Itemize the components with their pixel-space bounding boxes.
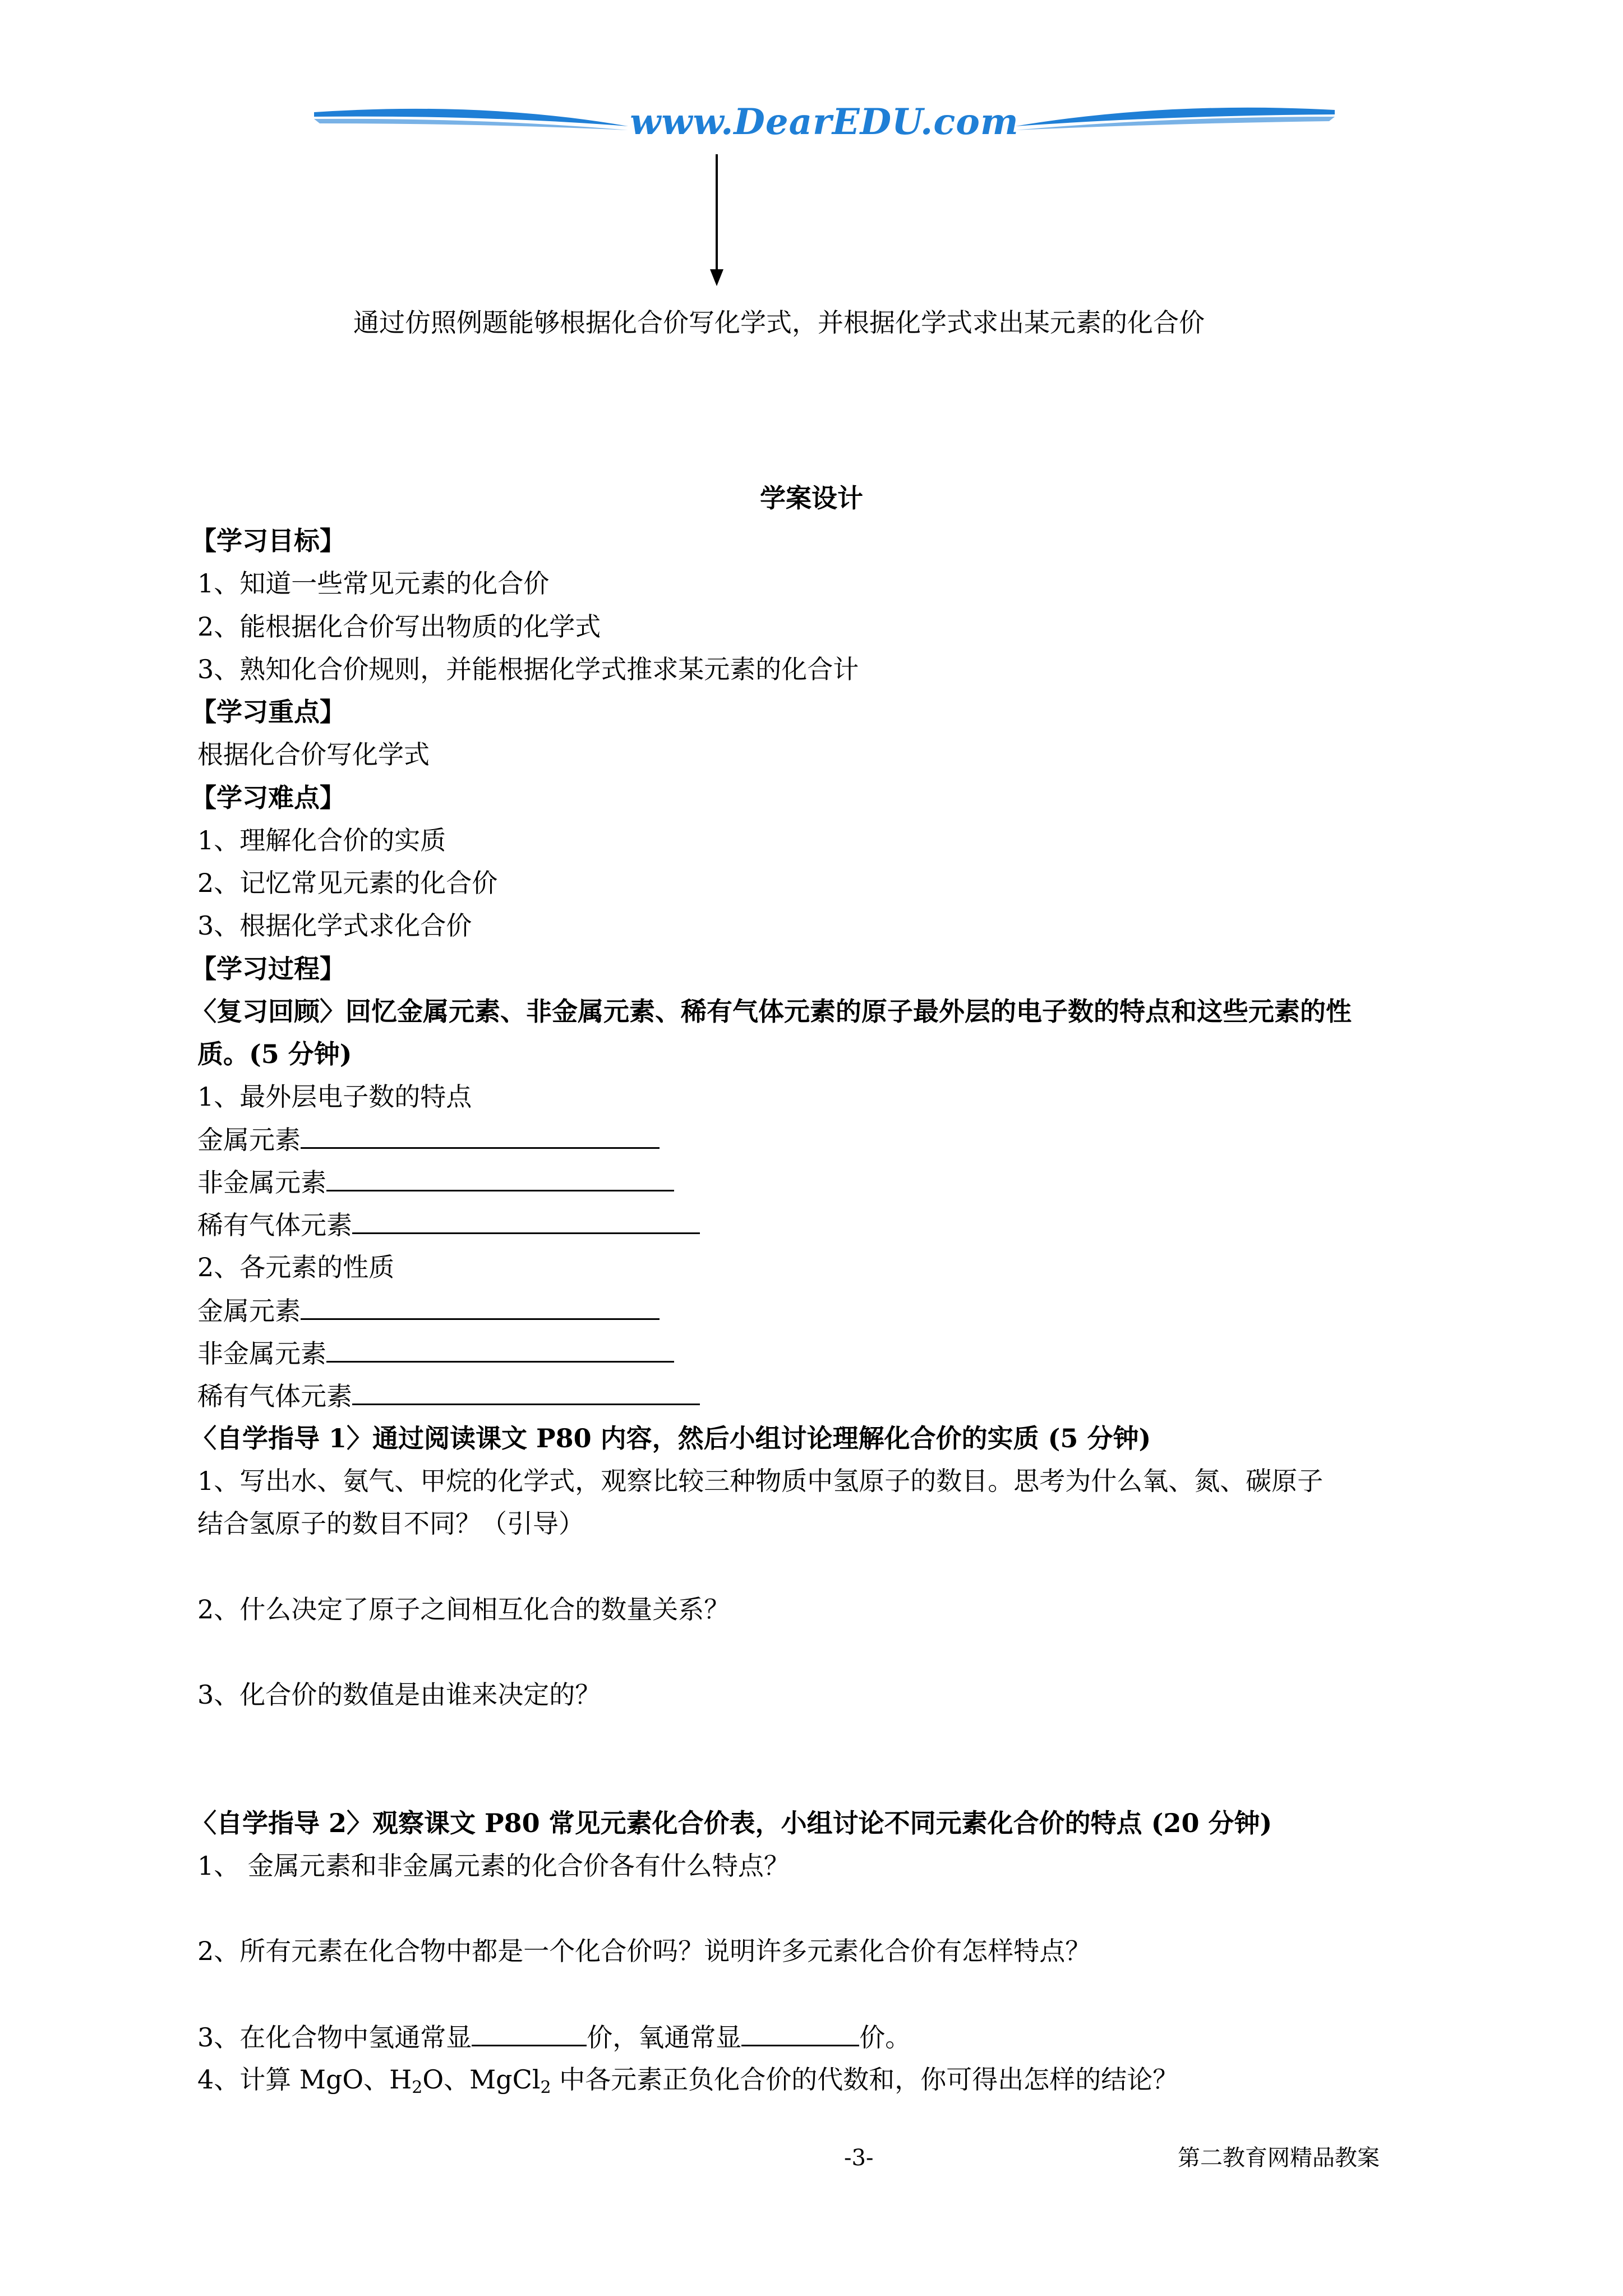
key-point: 根据化合价写化学式 [197,739,430,770]
guide1-heading: 〈自学指导 1〉通过阅读课文 P80 内容，然后小组讨论理解化合价的实质 (5 分钟) [191,1423,1151,1453]
key-heading: 【学习重点】 [191,697,345,727]
answer-blank[interactable] [326,1165,674,1191]
goal-item: 2、能根据化合价写出物质的化学式 [197,611,601,642]
difficulty-item: 3、根据化学式求化合价 [197,910,472,941]
answer-blank[interactable] [472,2020,587,2046]
guide2-question-fill: 3、在化合物中氢通常显 价，氧通常显 价。 [197,2020,911,2054]
difficulty-item: 1、理解化合价的实质 [197,825,446,855]
fill-row-nonmetal: 非金属元素 [197,1336,674,1370]
guide1-question: 3、化合价的数值是由谁来决定的？ [197,1680,601,1710]
fill-row-noble-gas: 稀有气体元素 [197,1208,700,1242]
page-title: 学案设计 [760,483,863,513]
review-heading-cont: 质。(5 分钟) [197,1039,352,1069]
down-arrow-icon [706,154,728,289]
guide1-question: 1、写出水、氨气、甲烷的化学式，观察比较三种物质中氢原子的数目。思考为什么氧、氮、碳原子 [197,1466,1324,1496]
fill-row-nonmetal: 非金属元素 [197,1165,674,1199]
site-logo [314,84,1335,157]
difficulty-item: 2、记忆常见元素的化合价 [197,868,498,898]
difficulty-heading: 【学习难点】 [191,783,345,813]
guide2-question: 4、计算 MgO、$H_2O$、MgCl$_2$ 中各元素正负化合价的代数和，你可得出怎样的结论？ [197,2064,1179,2097]
review-question: 2、各元素的性质 [197,1252,395,1282]
goal-item: 1、知道一些常见元素的化合价 [197,568,550,599]
answer-blank[interactable] [326,1336,674,1363]
goal-item: 3、熟知化合价规则，并能根据化学式推求某元素的化合计 [197,654,859,684]
answer-blank[interactable] [301,1122,660,1149]
page-number: -3- [844,2145,874,2171]
review-heading: 〈复习回顾〉回忆金属元素、非金属元素、稀有气体元素的原子最外层的电子数的特点和这些元素的性 [191,996,1352,1027]
guide2-question: 2、所有元素在化合物中都是一个化合价吗？说明许多元素化合价有怎样特点？ [197,1936,1091,1966]
answer-blank[interactable] [352,1208,700,1234]
guide1-question: 2、什么决定了原子之间相互化合的数量关系？ [197,1594,730,1625]
guide2-heading: 〈自学指导 2〉观察课文 P80 常见元素化合价表，小组讨论不同元素化合价的特点 (20 分钟) [191,1808,1272,1838]
flow-step-text: 通过仿照例题能够根据化合价写化学式，并根据化学式求出某元素的化合价 [353,307,1205,338]
footer-site-name: 第二教育网精品教案 [1178,2145,1380,2171]
guide1-question-cont: 结合氢原子的数目不同？（引导） [197,1508,584,1539]
answer-blank[interactable] [352,1379,700,1405]
logo-text: www.DearEDU.com [630,101,1019,143]
guide2-question: 1、 金属元素和非金属元素的化合价各有什么特点？ [197,1851,790,1881]
review-question: 1、最外层电子数的特点 [197,1082,472,1112]
fill-row-noble-gas: 稀有气体元素 [197,1379,700,1413]
process-heading: 【学习过程】 [191,954,345,984]
fill-row-metal: 金属元素 [197,1122,660,1157]
answer-blank[interactable] [741,2020,859,2046]
goals-heading: 【学习目标】 [191,526,345,556]
fill-row-metal: 金属元素 [197,1294,660,1328]
answer-blank[interactable] [301,1294,660,1320]
